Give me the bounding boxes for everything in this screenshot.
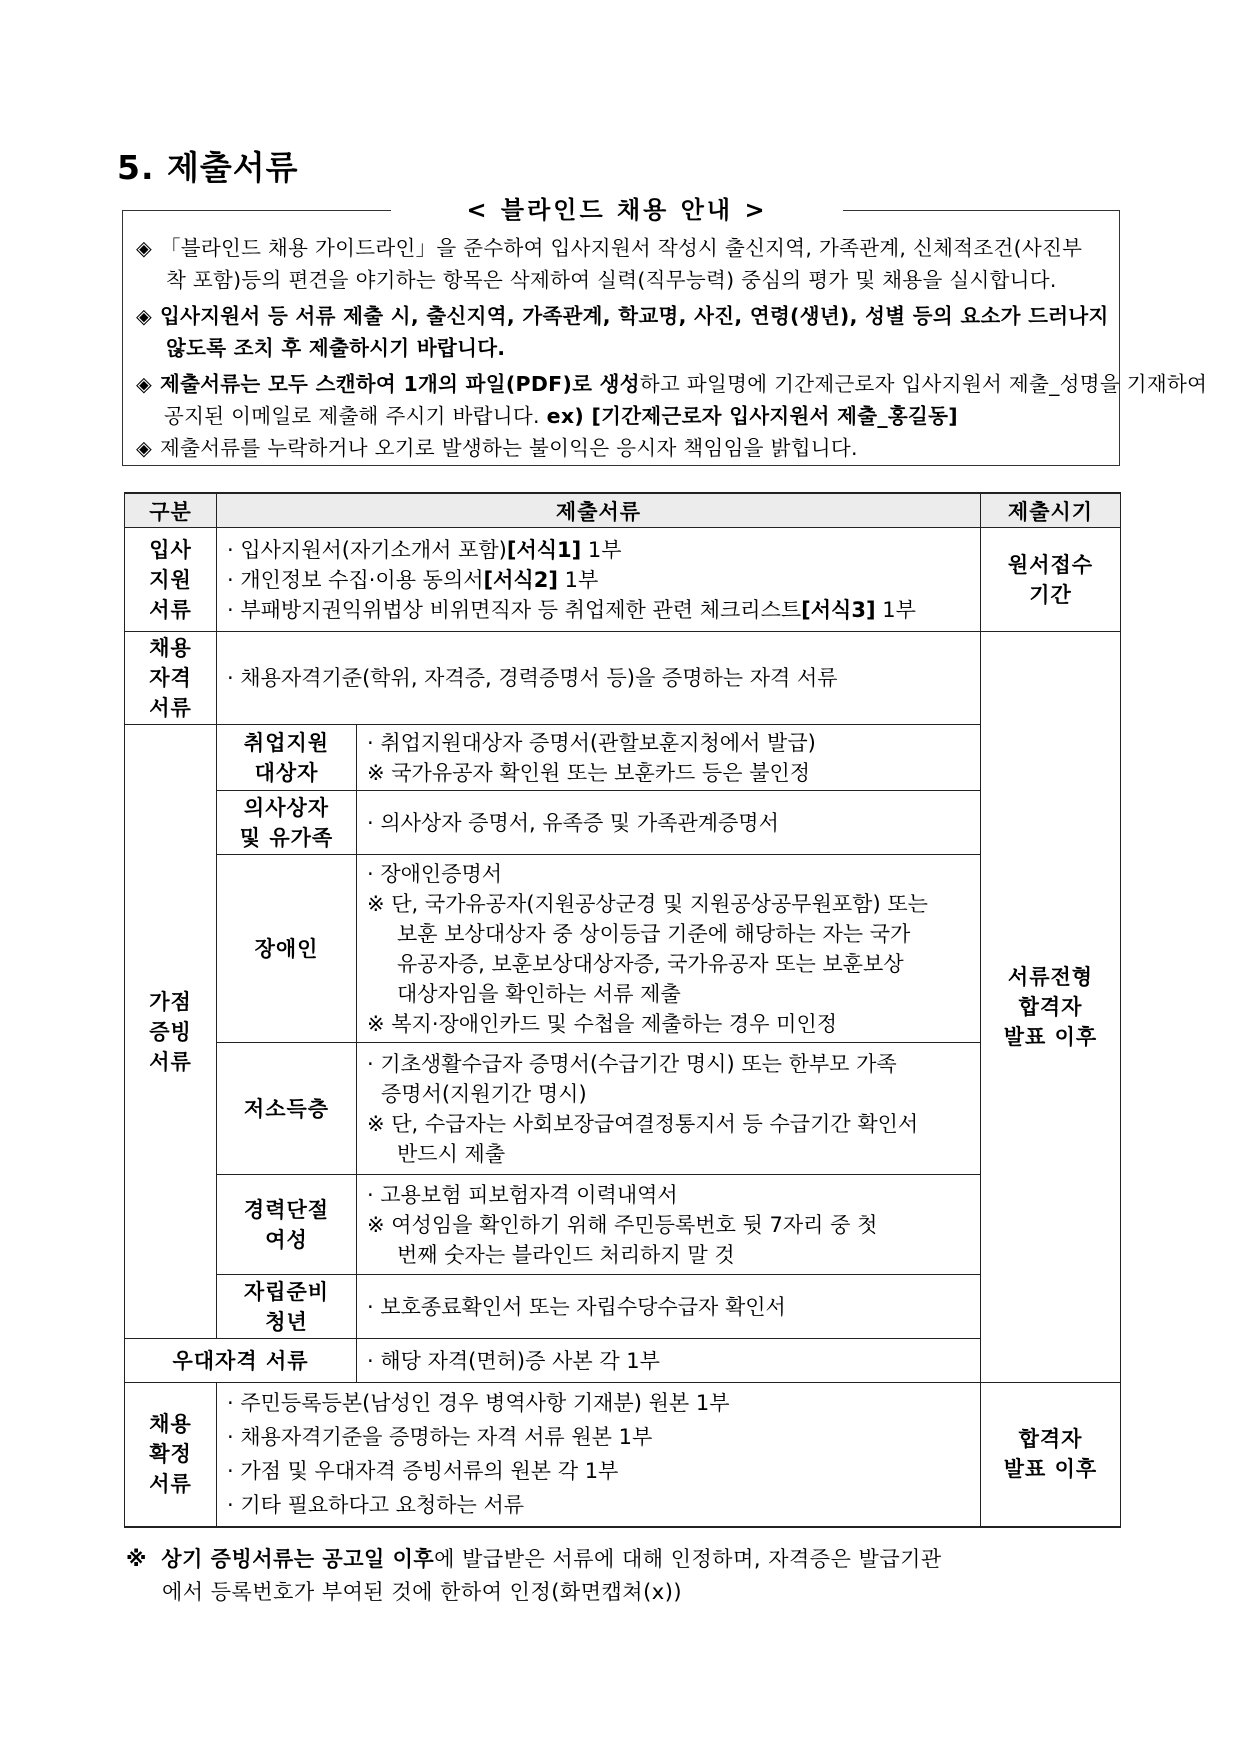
sub-disabled: 장애인 xyxy=(217,855,357,1043)
disabled-docs: · 장애인증명서 ※ 단, 국가유공자(지원공상군경 및 지원공상공무원포함) 또는 보훈 보상대상자 중 상이등급 기준에 해당하는 자는 국가 유공자증, 보훈보상대상자증, 국가유공자 또는 보훈보상 대상자임을 확인하는 서류 제출 ※ 복지·장애인카드 및 수첩을 제출하는 경우 미인정 xyxy=(357,855,981,1043)
timing-application-period: 원서접수 기간 xyxy=(981,528,1121,632)
note-symbol: ※ xyxy=(126,1547,147,1571)
list-item: · 주민등록등본(남성인 경우 병역사항 기재분) 원본 1부 xyxy=(227,1391,730,1416)
table-header-row xyxy=(125,493,1121,528)
apply-docs-list xyxy=(217,528,981,632)
table-row xyxy=(125,725,1121,791)
righteous-victims-docs: · 의사상자 증명서, 유족증 및 가족관계증명서 xyxy=(357,791,981,855)
diamond-bullet-icon: ◈ xyxy=(136,304,153,328)
list-item: · 기타 필요하다고 요청하는 서류 xyxy=(227,1493,525,1518)
independence-youth-docs: · 보호종료확인서 또는 자립수당수급자 확인서 xyxy=(357,1275,981,1339)
table-row xyxy=(125,1383,1121,1527)
sub-low-income: 저소득층 xyxy=(217,1043,357,1175)
preference-docs-item: · 해당 자격(면허)증 사본 각 1부 xyxy=(357,1339,981,1383)
category-bonus-docs: 가점 증빙 서류 xyxy=(125,725,217,1339)
notice-item-2-cont: 않도록 조치 후 제출하시기 바랍니다. xyxy=(166,336,506,360)
sub-career-break-women: 경력단절 여성 xyxy=(217,1175,357,1275)
list-item: · 부패방지권익위법상 비위면직자 등 취업제한 관련 체크리스트[서식3] 1부 xyxy=(227,597,916,622)
table-row xyxy=(125,855,1121,1043)
table-row xyxy=(125,528,1121,632)
notice-title: < 블라인드 채용 안내 > xyxy=(391,192,843,228)
notice-item-1-cont: 착 포함)등의 편견을 야기하는 항목은 삭제하여 실력(직무능력) 중심의 평가 및 채용을 실시합니다. xyxy=(166,268,1057,292)
career-break-women-docs: · 고용보험 피보험자격 이력내역서 ※ 여성임을 확인하기 위해 주민등록번호 뒷 7자리 중 첫 번째 숫자는 블라인드 처리하지 말 것 xyxy=(357,1175,981,1275)
list-item: · 입사지원서(자기소개서 포함)[서식1] 1부 xyxy=(227,537,622,562)
low-income-docs: · 기초생활수급자 증명서(수급기간 명시) 또는 한부모 가족 증명서(지원기간 명시) ※ 단, 수급자는 사회보장급여결정통지서 등 수급기간 확인서 반드시 제출 xyxy=(357,1043,981,1175)
qualification-docs-item: · 채용자격기준(학위, 자격증, 경력증명서 등)을 증명하는 자격 서류 xyxy=(217,632,981,725)
sub-employment-support: 취업지원 대상자 xyxy=(217,725,357,791)
table-row xyxy=(125,1339,1121,1383)
diamond-bullet-icon: ◈ xyxy=(136,372,153,396)
list-item: · 채용자격기준을 증명하는 자격 서류 원본 1부 xyxy=(227,1425,653,1450)
notice-item-3: ◈ 제출서류는 모두 스캔하여 1개의 파일(PDF)로 생성하고 파일명에 기간제근로자 입사지원서 제출_성명을 기재하여 xyxy=(136,368,1207,400)
category-final-docs: 채용 확정 서류 xyxy=(125,1383,217,1527)
notice-item-1: ◈ 「블라인드 채용 가이드라인」을 준수하여 입사지원서 작성시 출신지역, 가족관계, 신체적조건(사진부 xyxy=(136,232,1082,264)
table-row xyxy=(125,1043,1121,1175)
table-row xyxy=(125,1275,1121,1339)
sub-righteous-victims: 의사상자 및 유가족 xyxy=(217,791,357,855)
category-qualification-docs: 채용 자격 서류 xyxy=(125,632,217,725)
employment-support-docs: · 취업지원대상자 증명서(관할보훈지청에서 발급) ※ 국가유공자 확인원 또는 보훈카드 등은 불인정 xyxy=(357,725,981,791)
header-category: 구분 xyxy=(125,493,217,528)
footnote: ※ 상기 증빙서류는 공고일 이후에 발급받은 서류에 대해 인정하며, 자격증은 발급기관 에서 등록번호가 부여된 것에 한하여 인정(화면캡쳐(x)) xyxy=(126,1547,942,1604)
list-item: · 가점 및 우대자격 증빙서류의 원본 각 1부 xyxy=(227,1459,619,1484)
sub-independence-youth: 자립준비 청년 xyxy=(217,1275,357,1339)
diamond-bullet-icon: ◈ xyxy=(136,236,153,260)
diamond-bullet-icon: ◈ xyxy=(136,436,153,460)
category-preference-docs: 우대자격 서류 xyxy=(125,1339,357,1383)
header-timing: 제출시기 xyxy=(981,493,1121,528)
final-docs-list xyxy=(217,1383,981,1527)
list-item: · 개인정보 수집·이용 동의서[서식2] 1부 xyxy=(227,567,599,592)
table-row xyxy=(125,791,1121,855)
notice-item-4: ◈ 제출서류를 누락하거나 오기로 발생하는 불이익은 응시자 책임임을 밝힙니다. xyxy=(136,432,858,464)
submission-documents-table xyxy=(124,492,1121,1528)
table-row xyxy=(125,632,1121,725)
notice-item-3-cont: 공지된 이메일로 제출해 주시기 바랍니다. ex) [기간제근로자 입사지원서 제출_홍길동] xyxy=(164,404,958,428)
header-documents: 제출서류 xyxy=(217,493,981,528)
timing-after-final-announcement: 합격자 발표 이후 xyxy=(981,1383,1121,1527)
table-row xyxy=(125,1175,1121,1275)
timing-after-document-screening: 서류전형 합격자 발표 이후 xyxy=(981,632,1121,1383)
notice-item-2: ◈ 입사지원서 등 서류 제출 시, 출신지역, 가족관계, 학교명, 사진, 연령(생년), 성별 등의 요소가 드러나지 xyxy=(136,300,1109,332)
page-title: 5. 제출서류 xyxy=(117,148,299,187)
category-apply-docs: 입사 지원 서류 xyxy=(125,528,217,632)
